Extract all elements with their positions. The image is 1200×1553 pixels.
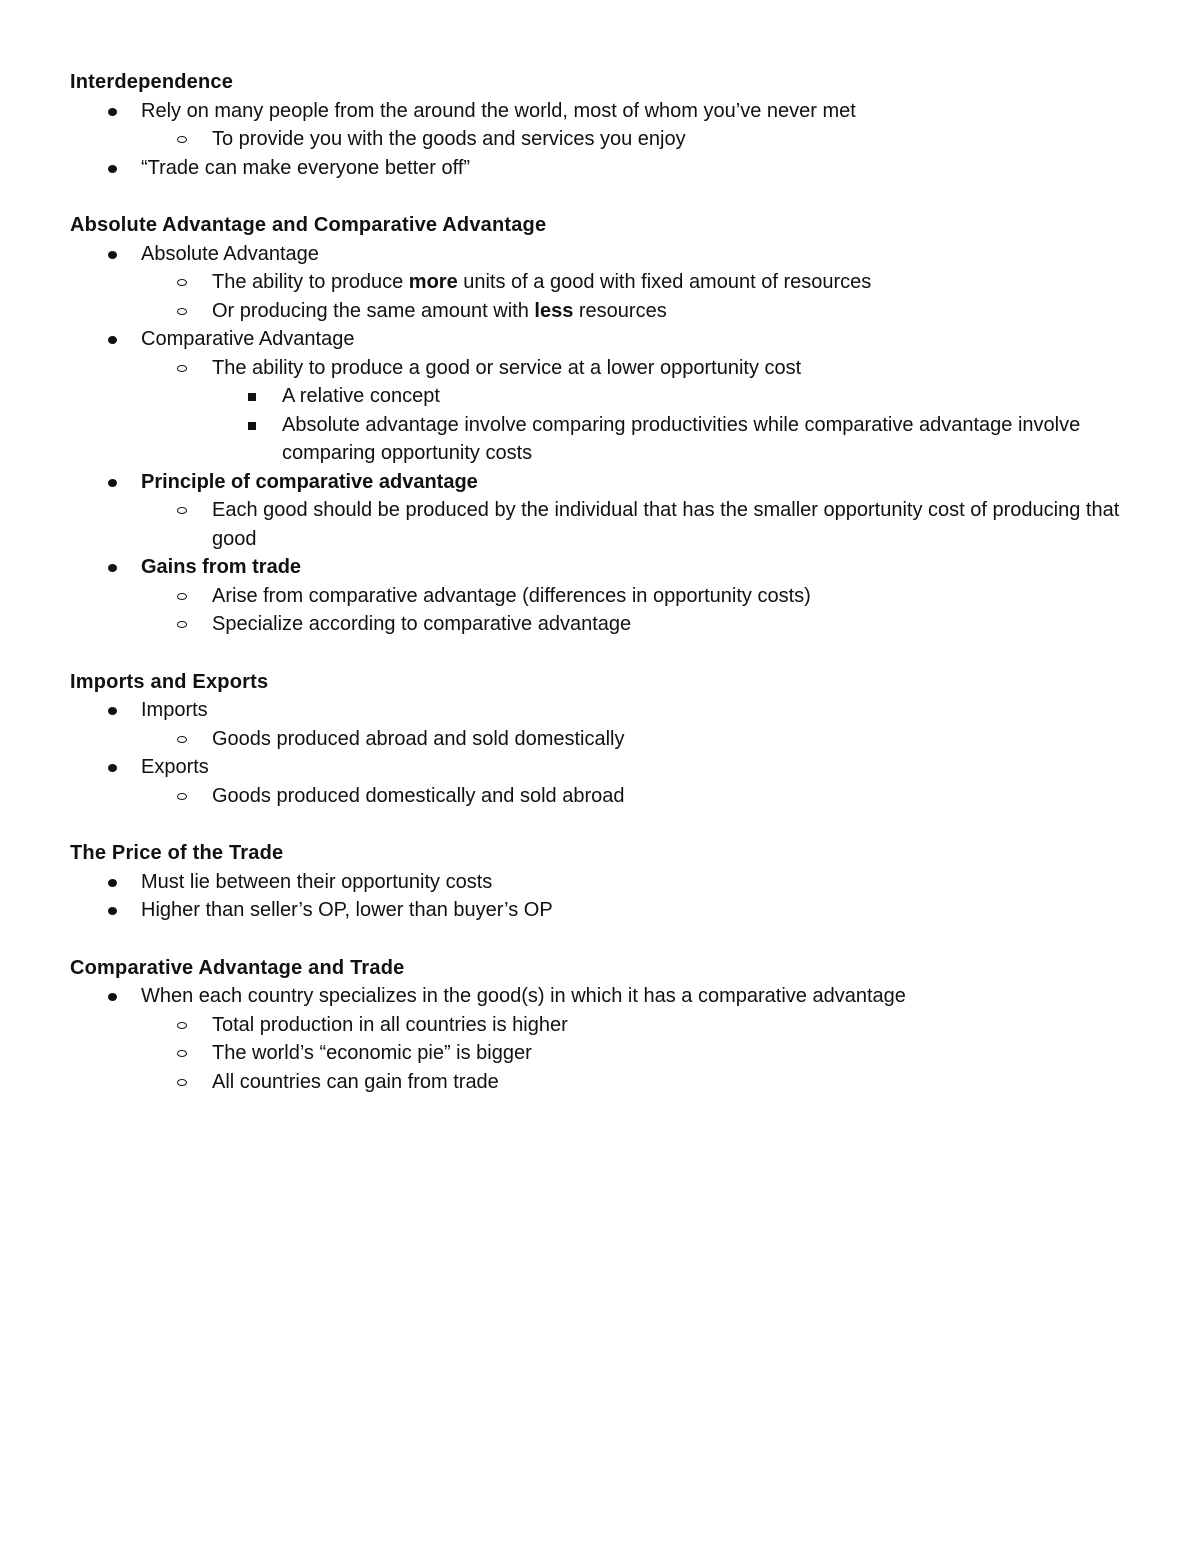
bullet-circle-icon bbox=[177, 610, 189, 639]
list-item: Principle of comparative advantage bbox=[70, 468, 1130, 497]
emphasis-less: less bbox=[534, 299, 574, 322]
list-item: Imports bbox=[70, 696, 1130, 725]
section-heading: Comparative Advantage and Trade bbox=[70, 956, 405, 979]
list-item: Rely on many people from the around the world, most of whom you’ve never met bbox=[70, 97, 1130, 126]
list-item: “Trade can make everyone better off” bbox=[70, 154, 1130, 183]
bullet-circle-icon bbox=[177, 725, 189, 754]
bullet-dot-icon bbox=[108, 154, 118, 183]
list-item: Gains from trade bbox=[70, 553, 1130, 582]
list-item: Comparative Advantage bbox=[70, 325, 1130, 354]
bullet-list bbox=[70, 982, 1130, 1096]
bullet-dot-icon bbox=[108, 325, 118, 354]
bullet-circle-icon bbox=[177, 1039, 189, 1068]
bullet-dot-icon bbox=[108, 97, 118, 126]
bullet-dot-icon bbox=[108, 753, 118, 782]
list-item: Absolute advantage involve comparing productivities while comparative advantage involve comparing opportunity costs bbox=[70, 411, 1130, 468]
list-item: Must lie between their opportunity costs bbox=[70, 868, 1130, 897]
list-item: The world’s “economic pie” is bigger bbox=[70, 1039, 1130, 1068]
bullet-circle-icon bbox=[177, 582, 189, 611]
document-page bbox=[70, 68, 1130, 1096]
bullet-dot-icon bbox=[108, 553, 118, 582]
list-item: When each country specializes in the good(s) in which it has a comparative advantage bbox=[70, 982, 1130, 1011]
list-item: Absolute Advantage bbox=[70, 240, 1130, 269]
list-item: Higher than seller’s OP, lower than buyer’s OP bbox=[70, 896, 1130, 925]
section-heading: Absolute Advantage and Comparative Advantage bbox=[70, 214, 547, 236]
section-comparative-advantage-trade bbox=[70, 954, 1130, 1097]
list-item: All countries can gain from trade bbox=[70, 1068, 1130, 1097]
bullet-dot-icon bbox=[108, 696, 118, 725]
list-item: A relative concept bbox=[70, 382, 1130, 411]
list-item: Goods produced abroad and sold domestically bbox=[70, 725, 1130, 754]
bullet-list bbox=[70, 97, 1130, 183]
bullet-circle-icon bbox=[177, 297, 189, 326]
list-item: The ability to produce more units of a good with fixed amount of resources bbox=[70, 268, 1130, 297]
list-item: The ability to produce a good or service at a lower opportunity cost bbox=[70, 354, 1130, 383]
bullet-square-icon bbox=[248, 382, 258, 411]
list-item: Specialize according to comparative advantage bbox=[70, 610, 1130, 639]
bullet-list bbox=[70, 868, 1130, 925]
bullet-dot-icon bbox=[108, 896, 118, 925]
list-item: To provide you with the goods and services you enjoy bbox=[70, 125, 1130, 154]
list-item: Total production in all countries is higher bbox=[70, 1011, 1130, 1040]
bullet-circle-icon bbox=[177, 496, 189, 525]
list-item: Each good should be produced by the individual that has the smaller opportunity cost of producing that good bbox=[70, 496, 1130, 553]
bullet-list bbox=[70, 696, 1130, 810]
bullet-dot-icon bbox=[108, 868, 118, 897]
section-price-of-trade bbox=[70, 839, 1130, 925]
bullet-square-icon bbox=[248, 411, 258, 440]
list-item: Arise from comparative advantage (differences in opportunity costs) bbox=[70, 582, 1130, 611]
bullet-circle-icon bbox=[177, 782, 189, 811]
section-interdependence bbox=[70, 68, 1130, 182]
emphasis-more: more bbox=[408, 271, 458, 293]
bullet-dot-icon bbox=[108, 982, 118, 1011]
list-item: Or producing the same amount with less resources bbox=[70, 297, 1130, 326]
bullet-circle-icon bbox=[177, 1068, 189, 1097]
bullet-dot-icon bbox=[108, 468, 118, 497]
section-heading: The Price of the Trade bbox=[70, 842, 284, 864]
section-heading: Interdependence bbox=[70, 71, 234, 93]
bullet-dot-icon bbox=[108, 240, 118, 269]
section-absolute-comparative-advantage bbox=[70, 211, 1130, 639]
section-heading: Imports and Exports bbox=[70, 670, 269, 693]
bullet-circle-icon bbox=[177, 1011, 189, 1040]
bullet-circle-icon bbox=[177, 268, 189, 297]
section-imports-exports bbox=[70, 668, 1130, 811]
list-item: Goods produced domestically and sold abroad bbox=[70, 782, 1130, 811]
bullet-circle-icon bbox=[177, 125, 189, 154]
bullet-circle-icon bbox=[177, 354, 189, 383]
bullet-list bbox=[70, 240, 1130, 639]
list-item: Exports bbox=[70, 753, 1130, 782]
